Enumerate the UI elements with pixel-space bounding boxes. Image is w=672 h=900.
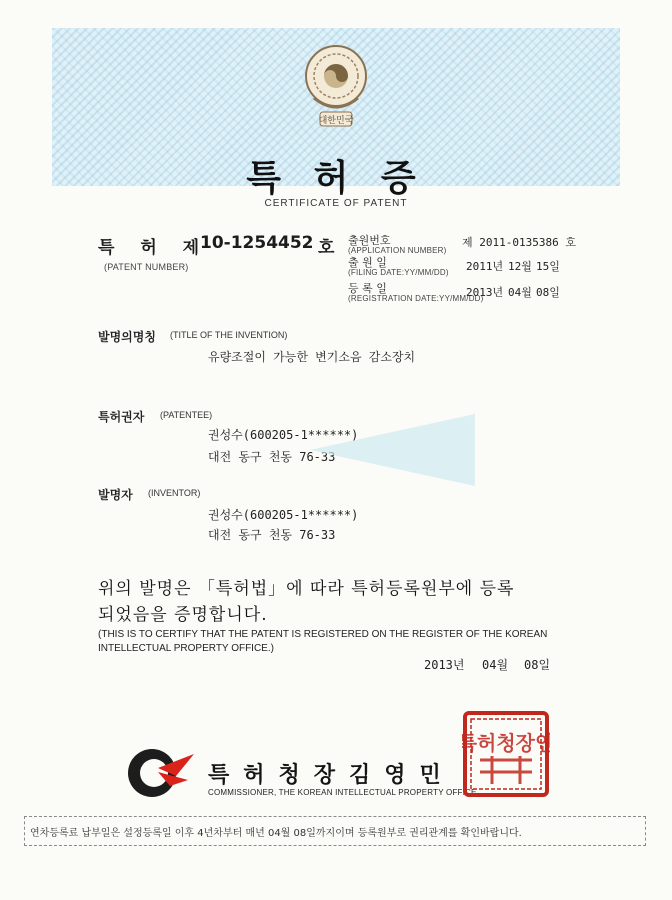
invention-title: 유량조절이 가능한 변기소음 감소장치 xyxy=(208,350,416,364)
registration-month: 04월 xyxy=(508,286,532,299)
filing-year: 2011년 xyxy=(466,260,504,273)
inventor-address: 대전 동구 천동 76-33 xyxy=(208,528,336,542)
patentee-label: 특허권자 xyxy=(98,410,145,424)
invention-label-en: (TITLE OF THE INVENTION) xyxy=(170,330,288,340)
official-seal xyxy=(462,710,550,798)
inventor-label-en: (INVENTOR) xyxy=(148,488,201,498)
kipo-logo-icon xyxy=(124,746,200,800)
issue-day: 08일 xyxy=(524,658,551,672)
application-label-en: (APPLICATION NUMBER) xyxy=(348,246,447,255)
certificate-title: 특 허 증 xyxy=(246,158,426,199)
patentee-name: 권성수(600205-1******) xyxy=(208,428,359,442)
registration-year: 2013년 xyxy=(466,286,504,299)
inventor-label: 발명자 xyxy=(98,488,133,502)
registration-label-en: (REGISTRATION DATE:YY/MM/DD) xyxy=(348,294,484,303)
national-emblem xyxy=(300,38,372,142)
certificate-subtitle: CERTIFICATE OF PATENT xyxy=(264,198,408,209)
certification-statement-line2: 되었음을 증명합니다. xyxy=(98,605,268,625)
filing-day: 15일 xyxy=(536,260,560,273)
emblem-label: 대한민국 xyxy=(318,116,354,126)
filing-label-en: (FILING DATE:YY/MM/DD) xyxy=(348,268,449,277)
registration-day: 08일 xyxy=(536,286,560,299)
certification-statement-en-line2: INTELLECTUAL PROPERTY OFFICE.) xyxy=(98,643,274,654)
issue-month: 04월 xyxy=(482,658,509,672)
patent-label: 특 허 제 xyxy=(98,238,210,258)
filing-label: 출 원 일 xyxy=(348,256,387,269)
certification-statement-en-line1: (THIS IS TO CERTIFY THAT THE PATENT IS REGISTERED ON THE REGISTER OF THE KOREAN xyxy=(98,629,548,640)
application-number: 제 2011-0135386 호 xyxy=(462,236,576,249)
emblem-icon xyxy=(300,38,372,142)
patentee-address: 대전 동구 천동 76-33 xyxy=(208,450,336,464)
commissioner-title-en: COMMISSIONER, THE KOREAN INTELLECTUAL PROPERTY OFFICE xyxy=(208,788,477,797)
certification-statement-line1: 위의 발명은 「특허법」에 따라 특허등록원부에 등록 xyxy=(98,579,515,599)
patentee-label-en: (PATENTEE) xyxy=(160,410,213,420)
patent-suffix: 호 xyxy=(318,238,335,258)
stamp-icon xyxy=(462,710,550,798)
commissioner-name: 특허청장김영민 xyxy=(208,763,455,788)
inventor-name: 권성수(600205-1******) xyxy=(208,508,359,522)
issue-year: 2013년 xyxy=(424,658,465,672)
filing-month: 12월 xyxy=(508,260,532,273)
registration-label: 등 록 일 xyxy=(348,282,387,295)
patent-number: 10-1254452 xyxy=(200,233,314,253)
footer-note: 연차등록료 납부일은 설정등록일 이후 4년차부터 매년 04월 08일까지이며 등록원부로 권리관계를 확인바랍니다. xyxy=(30,828,522,839)
patent-label-en: (PATENT NUMBER) xyxy=(104,262,189,272)
stamp-text: 특허청장인 xyxy=(462,731,550,755)
invention-label: 발명의명칭 xyxy=(98,330,156,344)
application-label: 출원번호 xyxy=(348,234,391,247)
watermark-ray xyxy=(310,410,480,490)
